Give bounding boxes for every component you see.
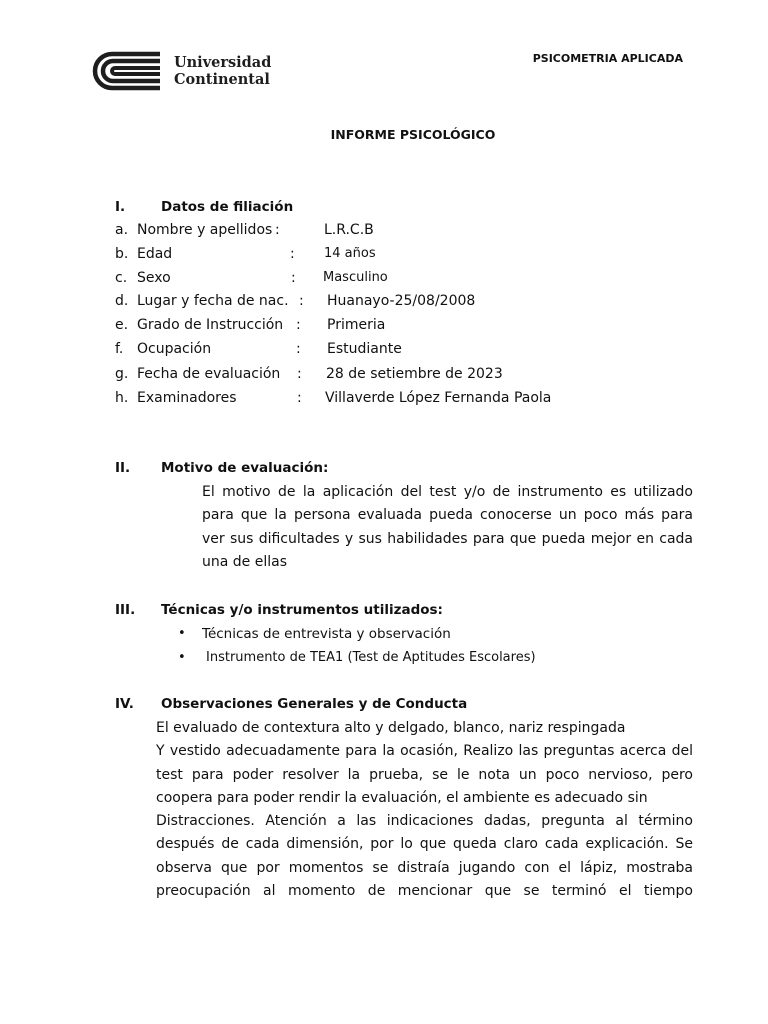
paragraph-line: El evaluado de contextura alto y delgado, blanco, nariz respingada	[156, 720, 626, 736]
paragraph-line: ver sus dificultades y sus habilidades para que pueda mejor en cada	[202, 530, 693, 547]
section3-title: Técnicas y/o instrumentos utilizados:	[161, 602, 443, 618]
row-letter: f.	[115, 341, 124, 357]
row-value: L.R.C.B	[324, 222, 374, 238]
logo-c-mark-icon	[90, 42, 170, 100]
row-colon: :	[296, 317, 301, 333]
document-title: INFORME PSICOLÓGICO	[330, 127, 496, 142]
row-colon: :	[296, 341, 301, 357]
paragraph-line: para que la persona evaluada pueda conocerse un poco más para	[202, 507, 693, 524]
evaluation-reason-paragraph	[202, 481, 693, 574]
row-letter: h.	[115, 390, 129, 406]
paragraph-line: preocupación al momento de mencionar que se terminó el tiempo	[156, 883, 693, 900]
logo-line1: Universidad	[174, 54, 272, 71]
paragraph-line: test para poder resolver la prueba, se le nota un poco nervioso, pero	[156, 766, 693, 783]
row-label: Fecha de evaluación	[137, 366, 281, 382]
row-letter: g.	[115, 366, 129, 382]
row-label: Edad	[137, 246, 173, 262]
technique-label: Técnicas de entrevista y observación	[202, 626, 451, 642]
course-name: PSICOMETRIA APLICADA	[532, 52, 683, 65]
row-value: 14 años	[324, 246, 376, 261]
row-letter: d.	[115, 293, 129, 309]
section2-title: Motivo de evaluación:	[161, 460, 329, 476]
section2-number: II.	[115, 460, 131, 476]
row-letter: b.	[115, 246, 129, 262]
paragraph-line: coopera para poder rendir la evaluación, el ambiente es adecuado sin	[156, 789, 648, 806]
section3-number: III.	[115, 602, 136, 618]
row-label: Sexo	[137, 270, 171, 286]
row-label: Ocupación	[137, 341, 212, 357]
row-colon: :	[297, 390, 302, 406]
section4-title: Observaciones Generales y de Conducta	[161, 696, 468, 712]
bullet-icon: •	[178, 650, 186, 665]
paragraph-line: El motivo de la aplicación del test y/o de instrumento es utilizado	[202, 484, 693, 500]
row-value: Villaverde López Fernanda Paola	[325, 390, 552, 406]
row-label: Nombre y apellidos	[137, 222, 273, 238]
row-label: Lugar y fecha de nac.	[137, 293, 289, 309]
row-letter: c.	[115, 270, 128, 286]
row-colon: :	[290, 246, 295, 262]
bullet-icon: •	[178, 626, 186, 641]
technique-label: Instrumento de TEA1 (Test de Aptitudes Escolares)	[206, 650, 536, 665]
row-colon: :	[291, 270, 296, 286]
row-value: 28 de setiembre de 2023	[326, 366, 503, 382]
paragraph-line: después de cada dimensión, por lo que queda claro cada explicación. Se	[156, 836, 693, 853]
section4-number: IV.	[115, 696, 134, 712]
logo-wordmark	[174, 54, 271, 88]
row-colon: :	[275, 222, 280, 238]
row-value: Huanayo-25/08/2008	[327, 293, 476, 309]
section1-title: Datos de filiación	[161, 199, 294, 215]
filiation-list	[115, 222, 675, 422]
paragraph-line: Distracciones. Atención a las indicaciones dadas, pregunta al término	[156, 813, 693, 830]
row-label: Examinadores	[137, 390, 237, 406]
row-label: Grado de Instrucción	[137, 317, 284, 333]
paragraph-line: una de ellas	[202, 553, 287, 570]
logo-line2: Continental	[174, 71, 270, 88]
row-letter: e.	[115, 317, 129, 333]
row-value: Masculino	[323, 270, 388, 285]
row-colon: :	[299, 293, 304, 309]
paragraph-line: observa que por momentos se distraía jugando con el lápiz, mostraba	[156, 859, 693, 876]
observations-paragraph	[156, 717, 693, 903]
paragraph-line: Y vestido adecuadamente para la ocasión, Realizo las preguntas acerca del	[156, 743, 693, 760]
row-colon: :	[297, 366, 302, 382]
row-value: Primeria	[327, 317, 386, 333]
row-value: Estudiante	[327, 341, 402, 357]
row-letter: a.	[115, 222, 129, 238]
section1-number: I.	[115, 199, 126, 215]
